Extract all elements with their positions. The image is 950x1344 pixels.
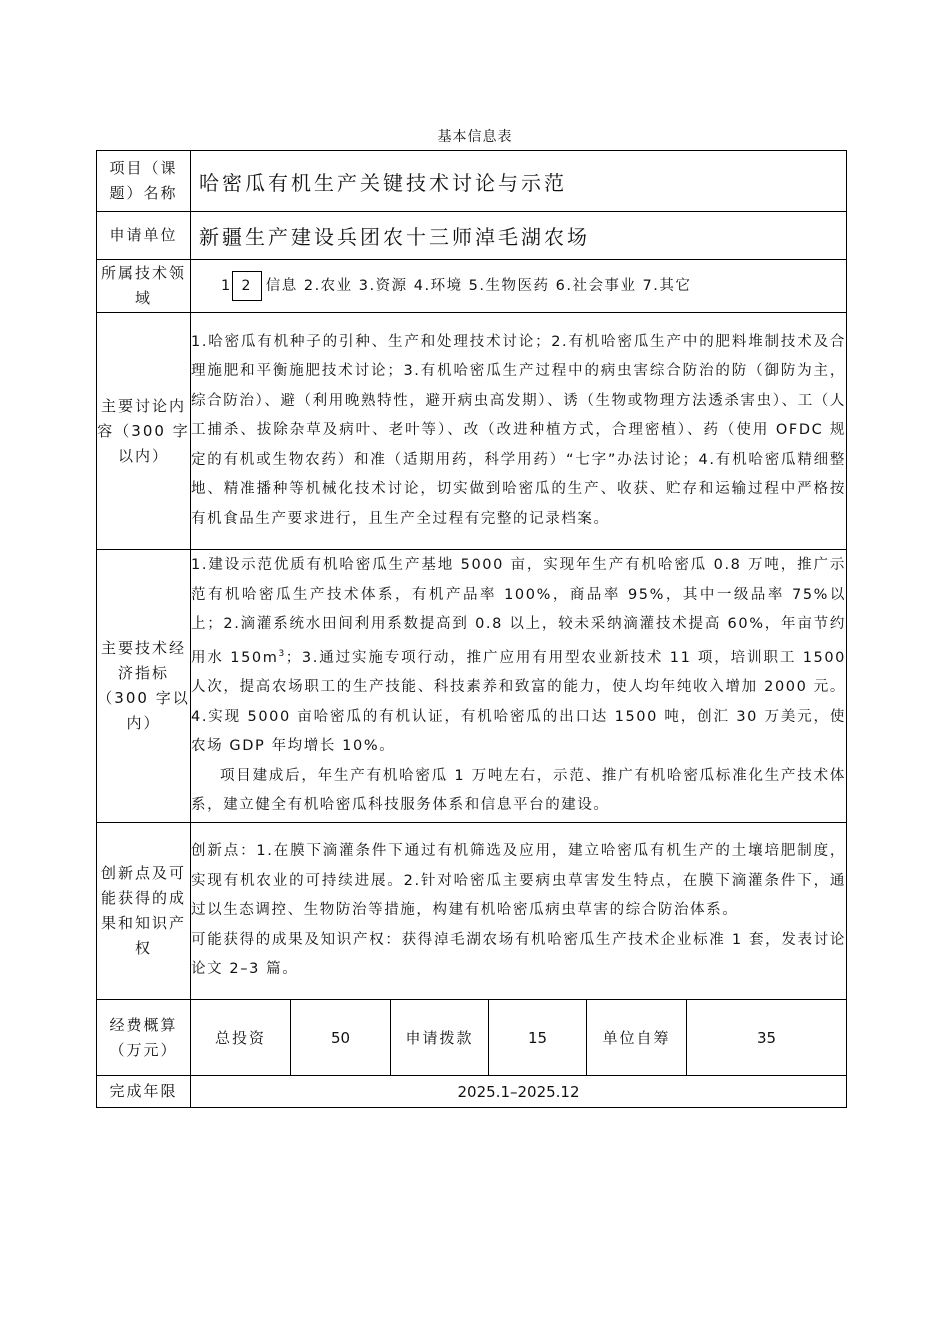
domain-options: 信息 2.农业 3.资源 4.环境 5.生物医药 6.社会事业 7.其它 xyxy=(265,278,692,294)
deadline-value: 2025.1–2025.12 xyxy=(191,1076,847,1108)
applicant-name: 新疆生产建设兵团农十三师淖毛湖农场 xyxy=(199,225,590,249)
research-label: 主要讨论内容（300 字以内） xyxy=(97,313,191,550)
deadline-row xyxy=(97,1076,847,1108)
applicant-row xyxy=(97,212,847,260)
self-funded-value: 35 xyxy=(687,1000,847,1076)
total-investment-label: 总投资 xyxy=(191,1000,291,1076)
domain-label: 所属技术领域 xyxy=(97,260,191,313)
research-content-cell xyxy=(191,313,847,550)
domain-value-cell xyxy=(191,260,847,313)
applicant-value-cell xyxy=(191,212,847,260)
domain-row xyxy=(97,260,847,313)
requested-funds-value: 15 xyxy=(489,1000,587,1076)
indicators-text-a: 1.建设示范优质有机哈密瓜生产基地 5000 亩，实现年生产有机哈密瓜 0.8 万吨，推广示范有机哈密瓜生产技术体系，有机产品率 100%，商品率 95%，其中一级品率 75%以上；2.滴灌系统水田间利用系数提高到 0.8 以上，较未采纳滴灌技术提高 60%，年亩节约用水 150m xyxy=(191,557,847,666)
indicators-text-b: ；3.通过实施专项行动，推广应用有用型农业新技术 11 项，培训职工 1500 人次，提高农场职工的生产技能、科技素养和致富的能力，使人均年纯收入增加 2000 元。4.实现 5000 亩哈密瓜的有机认证，有机哈密瓜的出口达 1500 吨，创汇 30 万美元，使农场 GDP 年均增长 10%。 xyxy=(191,649,847,755)
domain-prefix: 1 xyxy=(221,278,232,294)
self-funded-label: 单位自筹 xyxy=(587,1000,687,1076)
indicators-label: 主要技术经济指标（300 字以内） xyxy=(97,550,191,823)
funding-row xyxy=(97,1000,847,1076)
indicators-paragraph-2: 项目建成后，年生产有机哈密瓜 1 万吨左右，示范、推广有机哈密瓜标准化生产技术体系，建立健全有机哈密瓜科技服务体系和信息平台的建设。 xyxy=(191,767,847,814)
innovation-paragraph-2: 可能获得的成果及知识产权：获得淖毛湖农场有机哈密瓜生产技术企业标准 1 套，发表讨论论文 2–3 篇。 xyxy=(191,931,847,978)
basic-info-table xyxy=(96,150,847,1108)
project-label: 项目（课题）名称 xyxy=(97,151,191,212)
indicators-row xyxy=(97,550,847,823)
research-text: 1.哈密瓜有机种子的引种、生产和处理技术讨论；2.有机哈密瓜生产中的肥料堆制技术及合理施肥和平衡施肥技术讨论；3.有机哈密瓜生产过程中的病虫害综合防治的防（御防为主，综合防治）、避（利用晚熟特性，避开病虫高发期）、诱（生物或物理方法透杀害虫）、工（人工捕杀、拔除杂草及病叶、老叶等）、改（改进种植方式，合理密植）、药（使用 OFDC 规定的有机或生物农药）和准（适期用药，科学用药）“七字”办法讨论；4.有机哈密瓜精细整地、精准播种等机械化技术讨论，切实做到哈密瓜的生产、收获、贮存和运输过程中严格按有机食品生产要求进行，且生产全过程有完整的记录档案。 xyxy=(191,333,847,527)
project-name: 哈密瓜有机生产关键技术讨论与示范 xyxy=(199,170,567,195)
indicators-paragraph-1 xyxy=(191,551,846,761)
requested-funds-label: 申请拨款 xyxy=(391,1000,489,1076)
total-investment-value: 50 xyxy=(291,1000,391,1076)
applicant-label: 申请单位 xyxy=(97,212,191,260)
deadline-label: 完成年限 xyxy=(97,1076,191,1108)
project-row xyxy=(97,151,847,212)
innovation-paragraph-1: 创新点：1.在膜下滴灌条件下通过有机筛选及应用，建立哈密瓜有机生产的土壤培肥制度，实现有机农业的可持续进展。2.针对哈密瓜主要病虫草害发生特点，在膜下滴灌条件下，通过以生态调控、生物防治等措施，构建有机哈密瓜病虫草害的综合防治体系。 xyxy=(191,843,847,919)
indicators-superscript: 3 xyxy=(278,648,286,659)
project-value-cell xyxy=(191,151,847,212)
innovation-row xyxy=(97,823,847,1000)
innovation-label: 创新点及可能获得的成果和知识产权 xyxy=(97,823,191,1000)
innovation-content-cell xyxy=(191,823,847,1000)
page-title: 基本信息表 xyxy=(437,129,513,145)
funding-label: 经费概算（万元） xyxy=(97,1000,191,1076)
research-row xyxy=(97,313,847,550)
indicators-content-cell xyxy=(191,550,847,823)
domain-selected-box[interactable]: 2 xyxy=(232,271,262,301)
